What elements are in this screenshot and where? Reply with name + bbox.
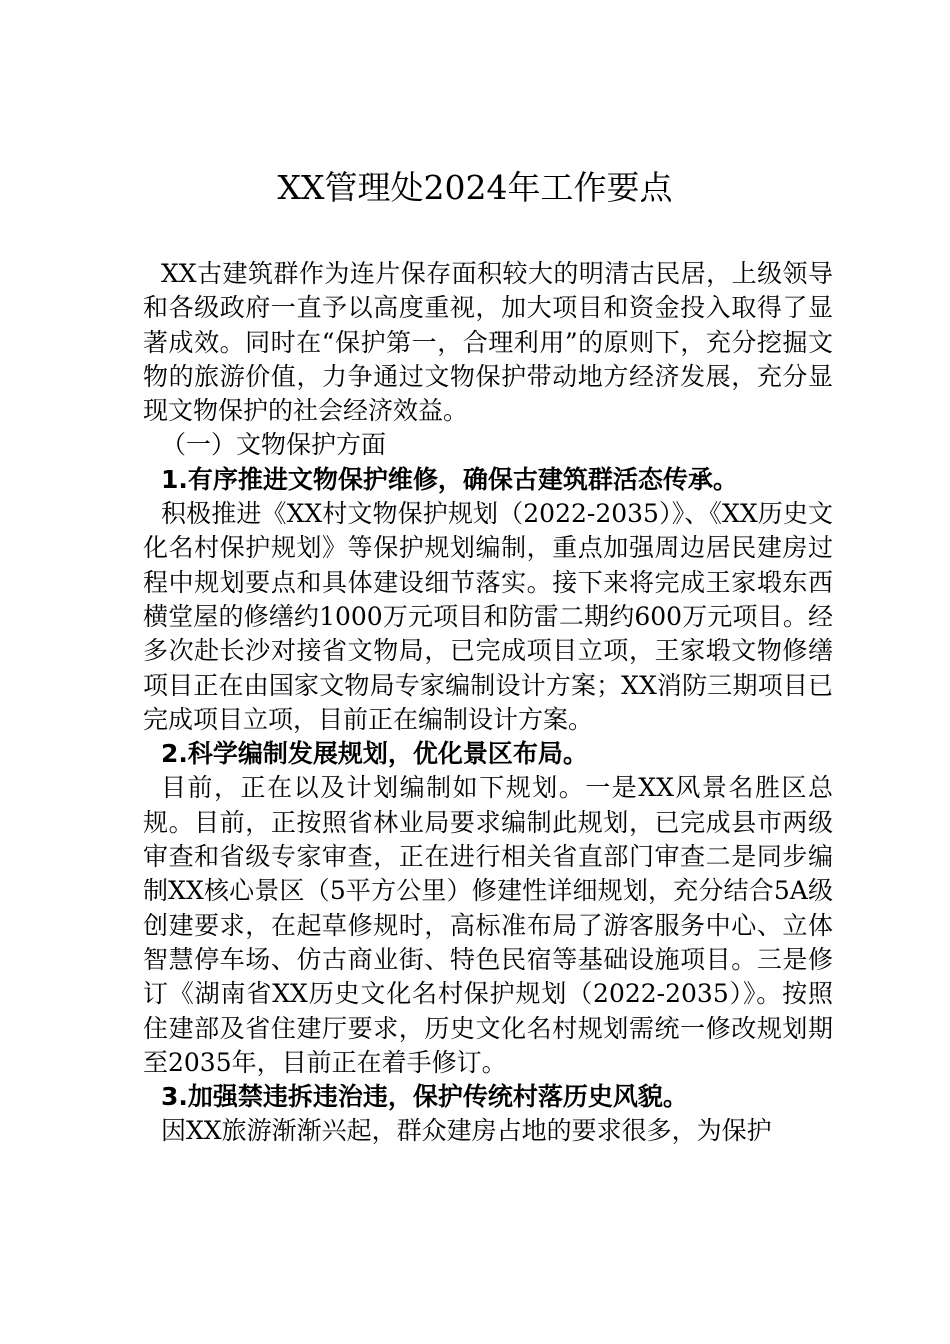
paragraph-3: 因XX旅游渐渐兴起，群众建房占地的要求很多，为保护 (161, 1116, 772, 1146)
document-body (143, 257, 833, 1149)
subheading-1: 1.有序推进文物保护维修，确保古建筑群活态传承。 (161, 464, 738, 494)
subheading-3: 3.加强禁违拆违治违，保护传统村落历史风貌。 (161, 1082, 688, 1112)
subheading-2: 2.科学编制发展规划，优化景区布局。 (161, 739, 588, 769)
document-title: XX管理处2024年工作要点 (277, 168, 673, 207)
section-heading-1: （一）文物保护方面 (161, 430, 387, 460)
paragraph-1: 积极推进《XX村文物保护规划（2022-2035）》、《XX历史文化名村保护规划》等保护规划编制，重点加强周边居民建房过程中规划要点和具体建设细节落实。接下来将完成王家塅东西横堂屋的修缮约1000万元项目和防雷二期约600万元项目。经多次赴长沙对接省文物局，已完成项目立项，王家塅文物修缮项目正在由国家文物局专家编制设计方案；XX消防三期项目已完成项目立项，目前正在编制设计方案。 (143, 499, 833, 734)
intro-paragraph: XX古建筑群作为连片保存面积较大的明清古民居，上级领导和各级政府一直予以高度重视，加大项目和资金投入取得了显著成效。同时在“保护第一，合理利用”的原则下，充分挖掘文物的旅游价值，力争通过文物保护带动地方经济发展，充分显现文物保护的社会经济效益。 (143, 259, 833, 426)
paragraph-2: 目前，正在以及计划编制如下规划。一是XX风景名胜区总规。目前，正按照省林业局要求编制此规划，已完成县市两级审查和省级专家审查，正在进行相关省直部门审查二是同步编制XX核心景区（5平方公里）修建性详细规划，充分结合5A级创建要求，在起草修规时，高标准布局了游客服务中心、立体智慧停车场、仿古商业街、特色民宿等基础设施项目。三是修订《湖南省XX历史文化名村保护规划（2022-2035）》。按照住建部及省住建厅要求，历史文化名村规划需统一修改规划期至2035年，目前正在着手修订。 (143, 773, 833, 1077)
